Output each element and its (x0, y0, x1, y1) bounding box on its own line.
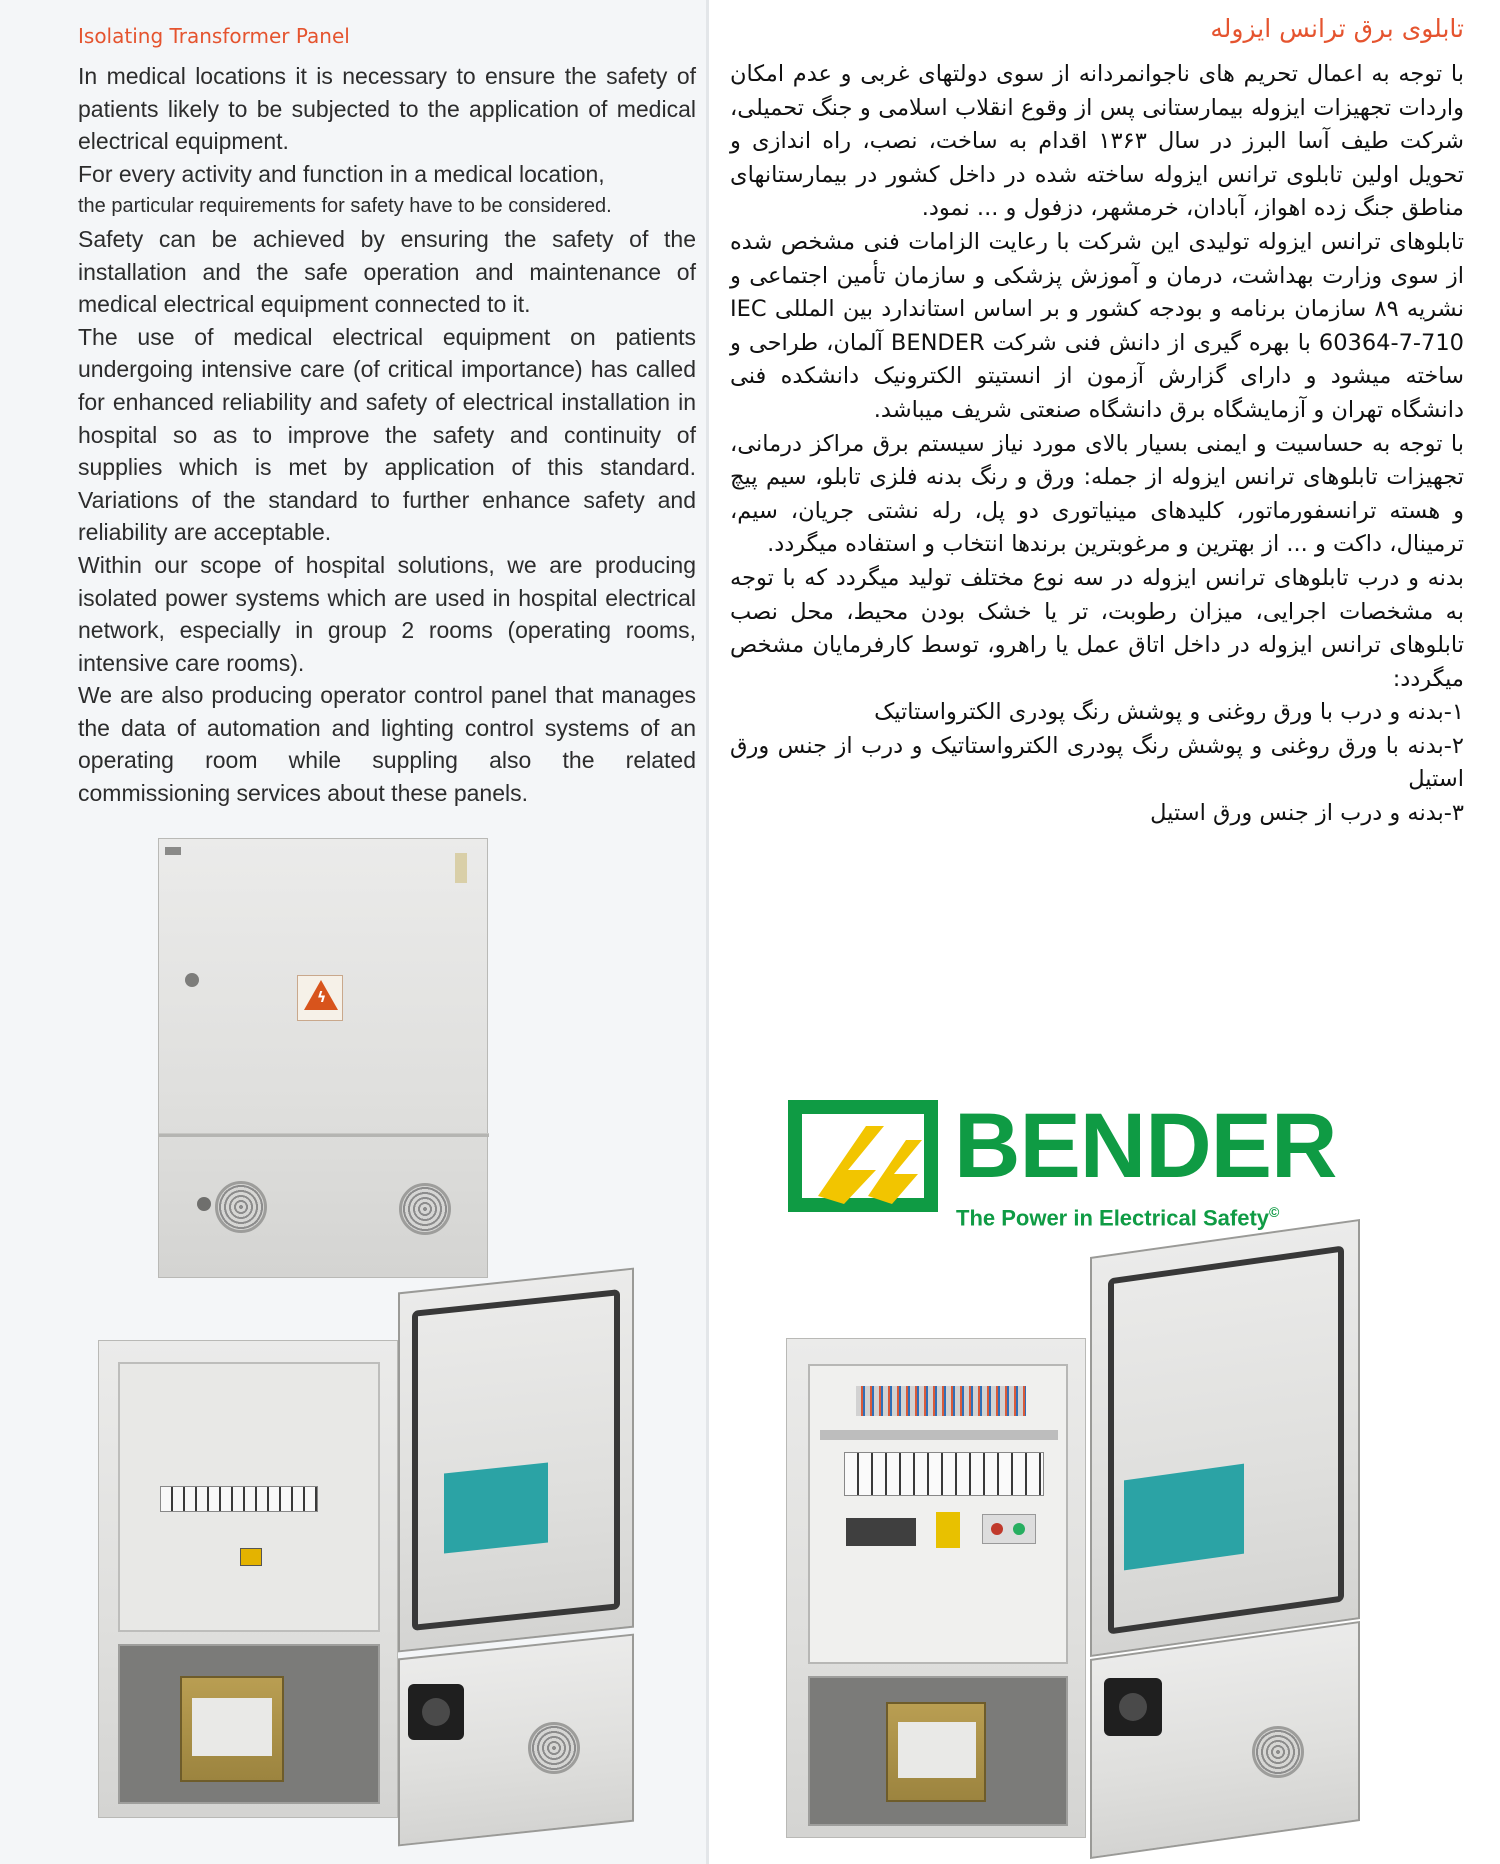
english-paragraph: Within our scope of hospital solutions, we are producing isolated power systems which are used in hospital electrical network, especially in group 2 rooms (operating rooms, intensive care rooms). (78, 551, 696, 676)
persian-paragraph: با توجه به اعمال تحریم های ناجوانمردانه از سوی دولتهای غربی و عدم امکان واردات تجهیزات ایزوله بیمارستانی پس از وقوع انقلاب اسلامی و جنگ تحمیلی، شرکت طیف آسا البرز در سال ۱۳۶۳ اقدام به ساخت، نصب، راه اندازی و تحویل اولین تابلوی ترانس ایزوله ساخته شده در داخل کشور در بیمارستانهای مناطق جنگ زده اهواز، آبادان، خرمشهر، دزفول و ... نمود. (730, 61, 1464, 222)
indicator-lamps (982, 1514, 1036, 1544)
english-body (78, 60, 696, 810)
cable-duct (820, 1430, 1058, 1440)
bender-logo-icon (788, 1100, 938, 1212)
cooling-fan-icon (408, 1684, 464, 1740)
english-paragraph: For every activity and function in a medical location, (78, 160, 605, 187)
nameplate (165, 847, 181, 855)
lock-icon (197, 1197, 211, 1211)
transformer (886, 1702, 986, 1802)
bender-wordmark: BENDER (954, 1095, 1337, 1197)
vent-grille-icon (215, 1181, 267, 1233)
english-paragraph: The use of medical electrical equipment on patients undergoing intensive care (of critical importance) has called for enhanced reliability and safety of electrical installation in hospital so as to improve the safety and continuity of supplies which is met by application of this standard. Variations of the standard to further enhance safety and reliability are acceptable. (78, 323, 696, 546)
vent-grille-icon (528, 1722, 580, 1774)
english-paragraph: the particular requirements for safety have to be considered. (78, 195, 612, 218)
documents-pocket (444, 1463, 548, 1554)
closed-cabinet-photo (158, 838, 488, 1278)
label-sticker (455, 853, 467, 883)
vent-grille-icon (399, 1183, 451, 1235)
persian-title: تابلوی برق ترانس ایزوله (1210, 14, 1464, 43)
open-cabinet-photo (98, 1278, 658, 1838)
persian-list-item: ۳-بدنه و درب از جنس ورق استیل (1150, 800, 1464, 827)
documents-pocket (1124, 1464, 1244, 1571)
digital-meter (240, 1548, 262, 1566)
bender-tagline: The Power in Electrical Safety© (956, 1204, 1280, 1231)
english-title: Isolating Transformer Panel (78, 24, 350, 48)
high-voltage-warning-icon: ϟ (297, 975, 343, 1021)
persian-list-item: ۱-بدنه و درب با ورق روغنی و پوشش رنگ پودری الکترواستاتیک (874, 699, 1464, 726)
column-divider (706, 0, 709, 1864)
terminal-row (856, 1386, 1026, 1416)
persian-body (730, 58, 1464, 831)
english-paragraph: Safety can be achieved by ensuring the safety of the installation and the safe operation and maintenance of medical electrical equipment connected to it. (78, 225, 696, 318)
cooling-fan-icon (1104, 1678, 1162, 1736)
persian-paragraph: تابلوهای ترانس ایزوله تولیدی این شرکت با رعایت الزامات فنی مشخص شده از سوی وزارت بهداشت، درمان و آموزش پزشکی و سازمان تأمین اجتماعی و نشریه ۸۹ سازمان برنامه و بودجه کشور و بر اساس استاندارد بین المللی IEC 60364-7-710 با بهره گیری از دانش فنی شرکت BENDER آلمان، طراحی و ساخته میشود و دارای گزارش آزمون از انستیتو الکترونیک دانشکده فنی دانشگاه تهران و آزمایشگاه برق دانشگاه صنعتی شریف میباشد. (730, 228, 1465, 423)
relay-module (936, 1512, 960, 1548)
persian-list-item: ۲-بدنه با ورق روغنی و پوشش رنگ پودری الکترواستاتیک و درب از جنس ورق استیل (730, 732, 1464, 793)
copyright-mark: © (1269, 1204, 1280, 1220)
contactor-row (846, 1518, 916, 1546)
open-cabinet-photo (786, 1236, 1386, 1856)
breaker-row (160, 1486, 318, 1512)
english-paragraph: We are also producing operator control panel that manages the data of automation and lighting control systems of an operating room while suppling also the related commissioning services about these panels. (78, 682, 696, 807)
persian-paragraph: با توجه به حساسیت و ایمنی بسیار بالای مورد نیاز سیستم برق مراکز درمانی، تجهیزات تابلوهای ترانس ایزوله از جمله: ورق و رنگ بدنه فلزی تابلو، سیم پیچ و هسته ترانسفورماتور، کلیدهای مینیاتوری دو پل، رله نشتی جریان، سیم، ترمینال، داکت و ... از بهترین و مرغوبترین برندها انتخاب و استفاده میگردد. (730, 430, 1464, 558)
english-column (0, 0, 706, 1864)
vent-grille-icon (1252, 1726, 1304, 1778)
breaker-row (844, 1452, 1044, 1496)
english-paragraph: In medical locations it is necessary to ensure the safety of patients likely to be subjected to the application of medical electrical equipment. (78, 63, 696, 155)
persian-paragraph: بدنه و درب تابلوهای ترانس ایزوله در سه نوع مختلف تولید میگردد که با توجه به مشخصات اجرایی، میزان رطوبت، تر یا خشک بودن محیط، محل نصب تابلوهای ترانس ایزوله در داخل اتاق عمل یا راهرو، توسط کارفرمایان مشخص میگردد: (730, 564, 1464, 692)
transformer (180, 1676, 284, 1782)
lock-icon (185, 973, 199, 987)
bender-logo (788, 1095, 1337, 1240)
